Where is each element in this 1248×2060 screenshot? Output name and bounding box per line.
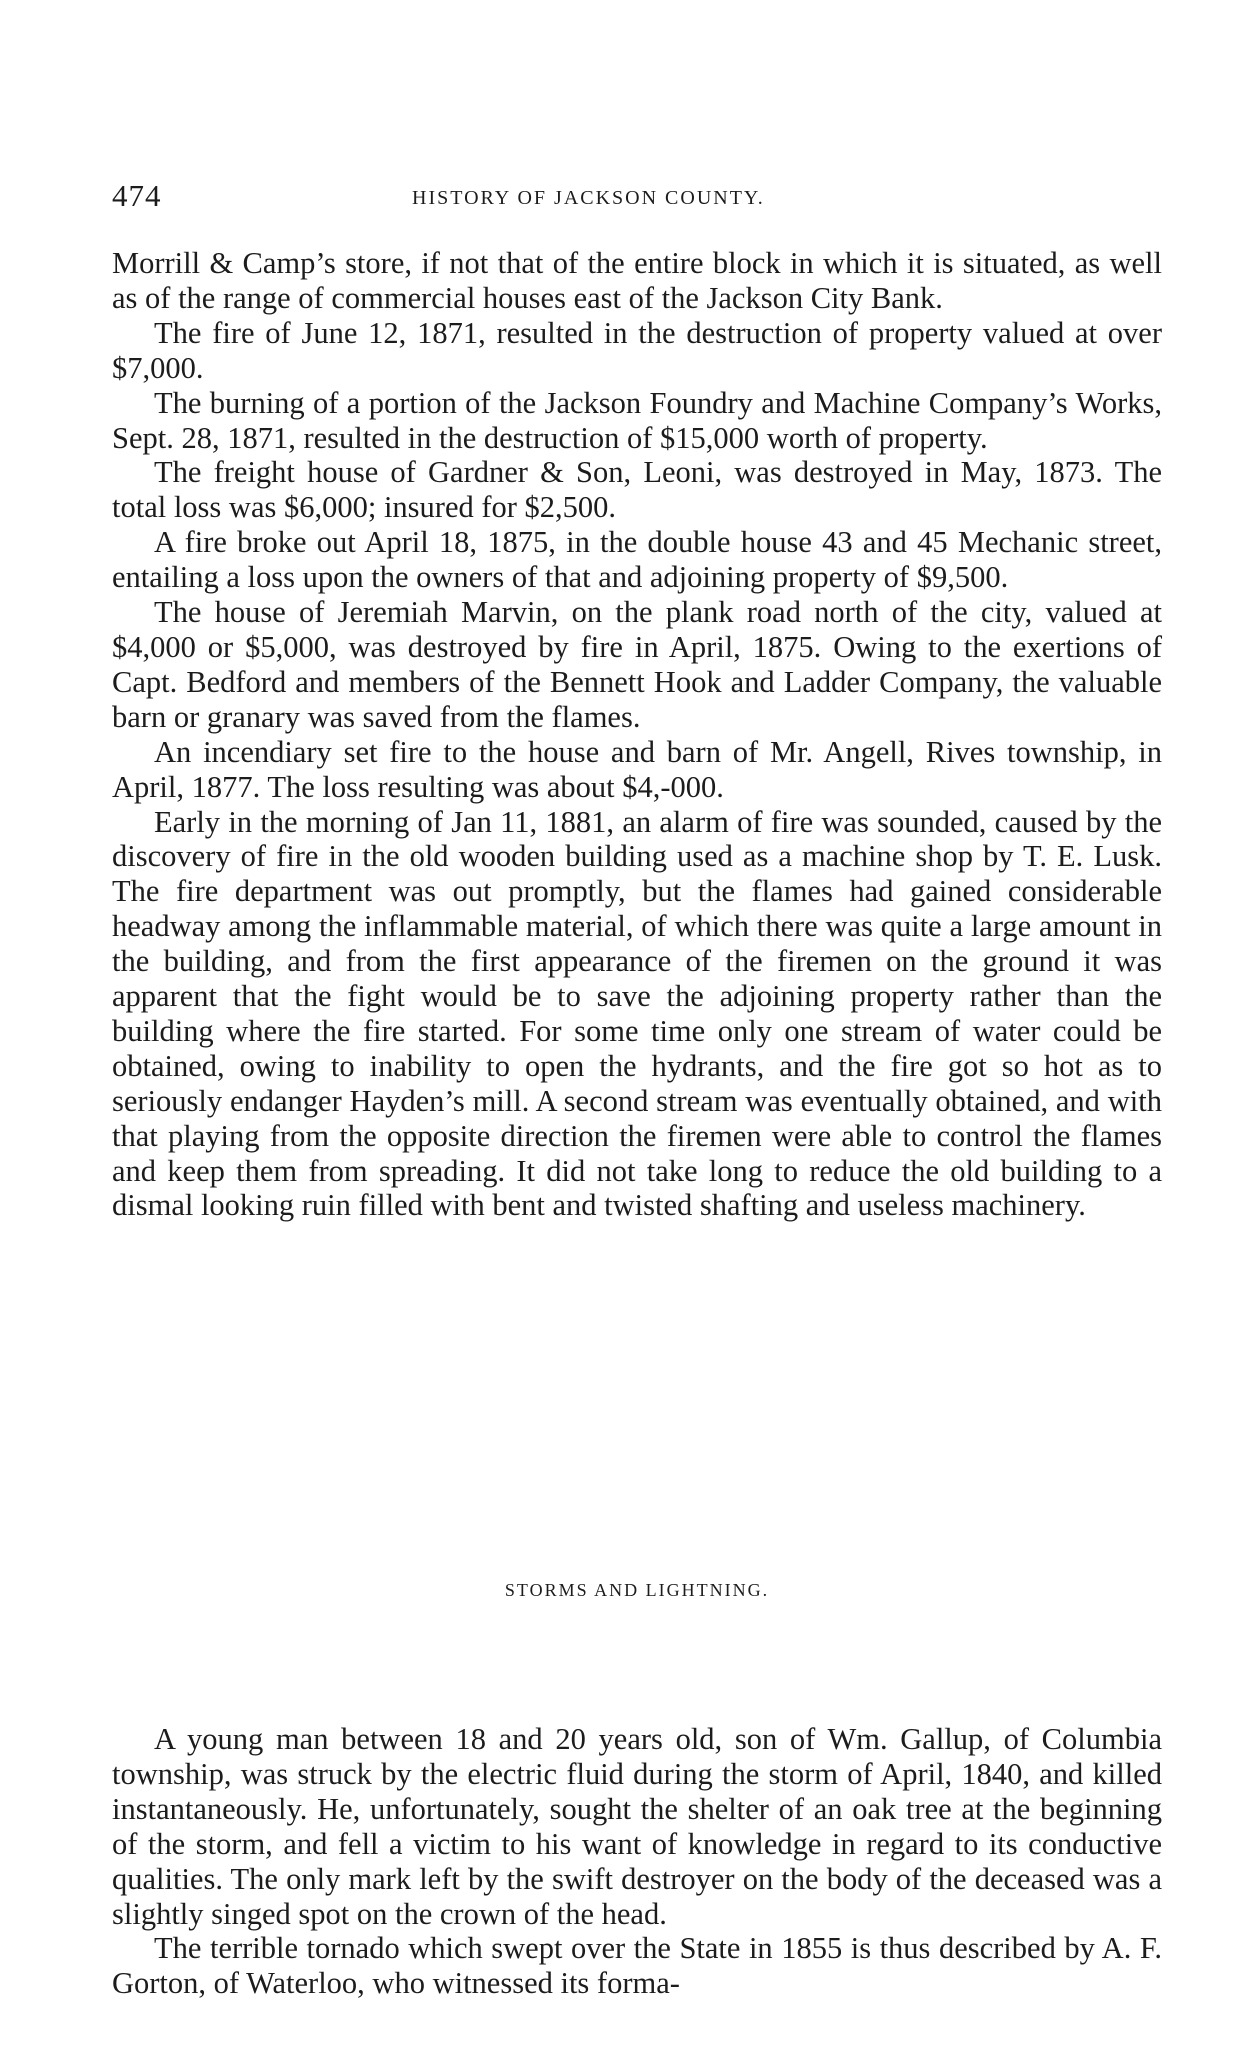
running-head: HISTORY OF JACKSON COUNTY.	[412, 187, 765, 209]
section-body-text	[112, 1722, 1162, 2001]
paragraph: The fire of June 12, 1871, resulted in the destruction of property valued at over $7,000.	[112, 315, 1162, 385]
paragraph: A young man between 18 and 20 years old, son of Wm. Gallup, of Columbia township, was struck by the electric fluid during the storm of April, 1840, and killed instantaneously. He, unfortunately, sought the shelter of an oak tree at the beginning of the storm, and fell a victim to his want of knowledge in regard to its conductive qualities. The only mark left by the swift destroyer on the body of the deceased was a slightly singed spot on the crown of the head.	[112, 1722, 1162, 1931]
body-text	[112, 246, 1162, 1223]
paragraph: The house of Jeremiah Marvin, on the plank road north of the city, valued at $4,000 or $5,000, was destroyed by fire in April, 1875. Owing to the exertions of Capt. Bedford and members of the Bennett Hook and Ladder Company, the valuable barn or granary was saved from the flames.	[112, 595, 1162, 734]
paragraph: The terrible tornado which swept over the State in 1855 is thus described by A. F. Gorton, of Waterloo, who witnessed its forma-	[112, 1931, 1162, 2001]
paragraph: The freight house of Gardner & Son, Leoni, was destroyed in May, 1873. The total loss was $6,000; insured for $2,500.	[112, 455, 1162, 525]
section-heading: STORMS AND LIGHTNING.	[504, 1580, 770, 1600]
paragraph: An incendiary set fire to the house and barn of Mr. Angell, Rives township, in April, 1877. The loss resulting was about $4,-000.	[112, 734, 1162, 804]
paragraph: The burning of a portion of the Jackson Foundry and Machine Company’s Works, Sept. 28, 1871, resulted in the destruction of $15,000 worth of property.	[112, 385, 1162, 455]
page-header	[112, 178, 1162, 218]
paragraph: Early in the morning of Jan 11, 1881, an alarm of fire was sounded, caused by the discovery of fire in the old wooden building used as a machine shop by T. E. Lusk. The fire department was out promptly, but the flames had gained considerable headway among the inflammable material, of which there was quite a large amount in the building, and from the first appearance of the firemen on the ground it was apparent that the fight would be to save the adjoining property rather than the building where the fire started. For some time only one stream of water could be obtained, owing to inability to open the hydrants, and the fire got so hot as to seriously endanger Hayden’s mill. A second stream was eventually obtained, and with that playing from the opposite direction the firemen were able to control the flames and keep them from spreading. It did not take long to reduce the old building to a dismal looking ruin filled with bent and twisted shafting and useless machinery.	[112, 804, 1162, 1223]
paragraph: A fire broke out April 18, 1875, in the double house 43 and 45 Mechanic street, entailing a loss upon the owners of that and adjoining property of $9,500.	[112, 525, 1162, 595]
paragraph-continued: Morrill & Camp’s store, if not that of the entire block in which it is situated, as well as of the range of commercial houses east of the Jackson City Bank.	[112, 246, 1162, 315]
page-number: 474	[112, 178, 162, 213]
